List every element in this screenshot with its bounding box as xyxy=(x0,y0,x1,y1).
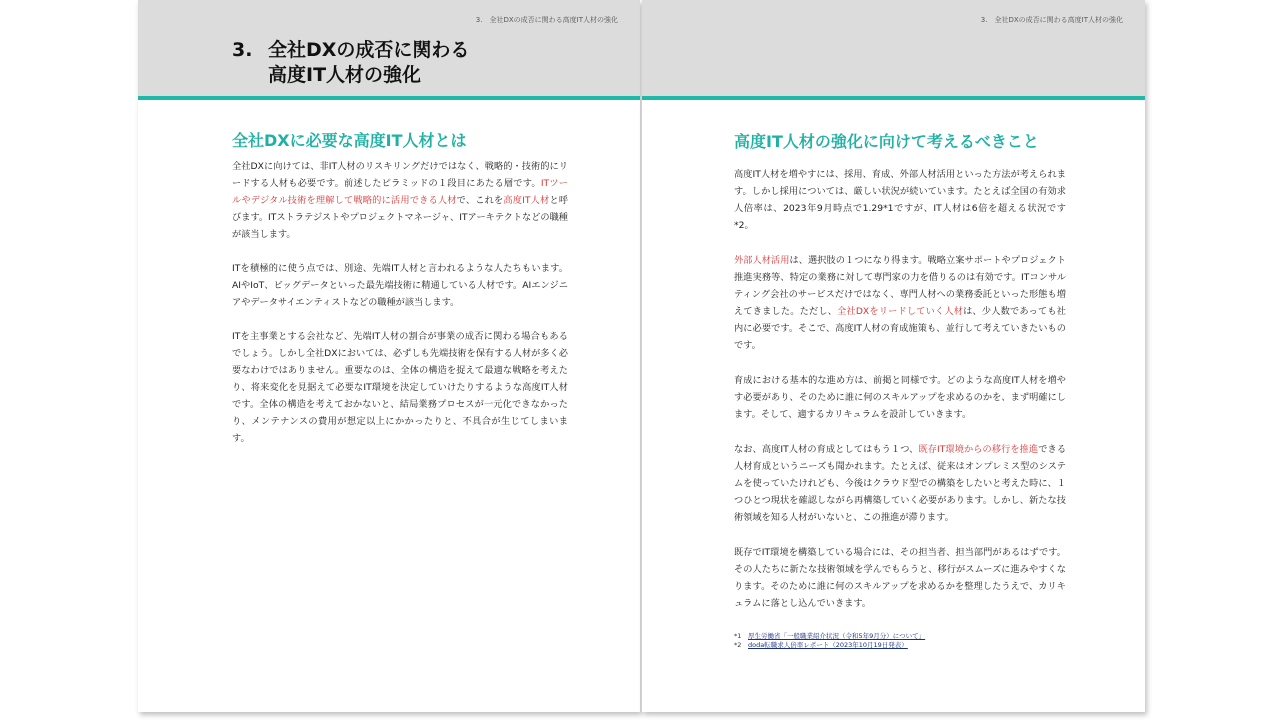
paragraph: 育成における基本的な進め方は、前掲と同様です。どのような高度IT人材を増やす必要があり、そのために誰に何のスキルアップを求めるのかを、まず明確にします。そして、適するカリキュラムを設計していきます。 xyxy=(734,375,1066,420)
paragraph xyxy=(734,252,1066,354)
text-run: なお、高度IT人材の育成としてはもう１つ、 xyxy=(734,444,919,455)
section-heading: 全社DXに必要な高度IT人材とは xyxy=(232,131,467,150)
text-run: は、選択肢の１つになり得ます。戦略立案サポートやプロジェクト推進実務等、特定の業務に対して専門家の力を借りるのは有効です。ITコンサルティング会社のサービスだけではなく、専門人材への業務委託といった形態も増えてきました。ただし、 xyxy=(734,255,1066,317)
paragraph: ITを積極的に使う点では、別途、先端IT人材と言われるような人たちもいます。AIやIoT、ビッグデータといった最先端技術に精通している人材です。AIエンジニアやデータサイエンティストなどの職種が該当します。 xyxy=(232,263,568,308)
text-run: で、これを xyxy=(456,195,504,206)
highlighted-text: 全社DXをリードしていく人材 xyxy=(837,306,964,317)
highlighted-text: 外部人材活用 xyxy=(734,255,790,266)
footnote-mark: *1 xyxy=(734,632,742,640)
chapter-title-line1: 全社DXの成否に関わる xyxy=(268,39,470,61)
footnote xyxy=(734,632,925,641)
footnote-mark: *2 xyxy=(734,641,742,649)
paragraph xyxy=(232,158,568,243)
paragraph: ITを主事業とする会社など、先端IT人材の割合が事業の成否に関わる場合もあるでしょう。しかし全社DXにおいては、必ずしも先端技術を保有する人材が多く必要なわけではありません。重要なのは、全体の構造を捉えて最適な戦略を考えたり、将来変化を見据えて必要なIT環境を決定していけたりするような高度IT人材です。全体の構造を考えておかないと、結局業務プロセスが一元化できなかったり、メンテナンスの費用が想定以上にかかったりと、不具合が生じてしまいます。 xyxy=(232,331,568,444)
left-page xyxy=(138,0,640,712)
running-head: 3. 全社DXの成否に関わる高度IT人材の強化 xyxy=(475,16,618,24)
running-head: 3. 全社DXの成否に関わる高度IT人材の強化 xyxy=(980,16,1123,24)
right-page xyxy=(642,0,1145,712)
footnote-link[interactable]: doda転職求人倍率レポート（2023年10月19日発表） xyxy=(748,641,908,649)
chapter-title-line2: 高度IT人材の強化 xyxy=(268,64,422,86)
highlighted-text: ITツールやデジタル技術を理解して戦略的に活用できる人材 xyxy=(232,178,568,206)
text-run: 全社DXに向けては、非IT人材のリスキリングだけではなく、戦略的・技術的にリードする人材も必要です。前述したピラミッドの１段目にあたる層です。 xyxy=(232,161,568,189)
body-text xyxy=(734,166,1066,630)
footnote-link[interactable]: 厚生労働省「一般職業紹介状況（令和5年9月分）について」 xyxy=(748,632,926,640)
text-run: できる人材育成というニーズも聞かれます。たとえば、従来はオンプレミス型のシステムを使っていたけれども、今後はクラウド型での構築をしたいと考えた時に、１つひとつ現状を確認しながら再構築していく必要があります。しかし、新たな技術領域を知る人材がいないと、この推進が滞ります。 xyxy=(734,444,1067,523)
highlighted-text: 既存IT環境からの移行を推進 xyxy=(918,444,1039,455)
footnote xyxy=(734,641,925,650)
chapter-title xyxy=(232,38,469,88)
footnotes xyxy=(734,632,925,650)
paragraph: 高度IT人材を増やすには、採用、育成、外部人材活用といった方法が考えられます。しかし採用については、厳しい状況が続いています。たとえば全国の有効求人倍率は、2023年9月時点で1.29*1ですが、IT人材は6倍を超える状況です*2。 xyxy=(734,169,1066,231)
chapter-number: 3. xyxy=(232,39,253,61)
body-text xyxy=(232,158,568,464)
section-heading: 高度IT人材の強化に向けて考えるべきこと xyxy=(734,132,1039,151)
text-run: と呼びます。ITストラテジストやプロジェクトマネージャ、ITアーキテクトなどの職種が該当します。 xyxy=(232,195,569,240)
paragraph: 既存でIT環境を構築している場合には、その担当者、担当部門があるはずです。その人たちに新たな技術領域を学んでもらうと、移行がスムーズに進みやすくなります。そのために誰に何のスキルアップを求めるかを整理したうえで、カリキュラムに落とし込んでいきます。 xyxy=(734,547,1066,609)
text-run: は、少人数であっても社内に必要です。そこで、高度IT人材の育成施策も、並行して考えていきたいものです。 xyxy=(734,306,1066,351)
highlighted-text: 高度IT人材 xyxy=(503,195,550,206)
paragraph xyxy=(734,441,1066,526)
